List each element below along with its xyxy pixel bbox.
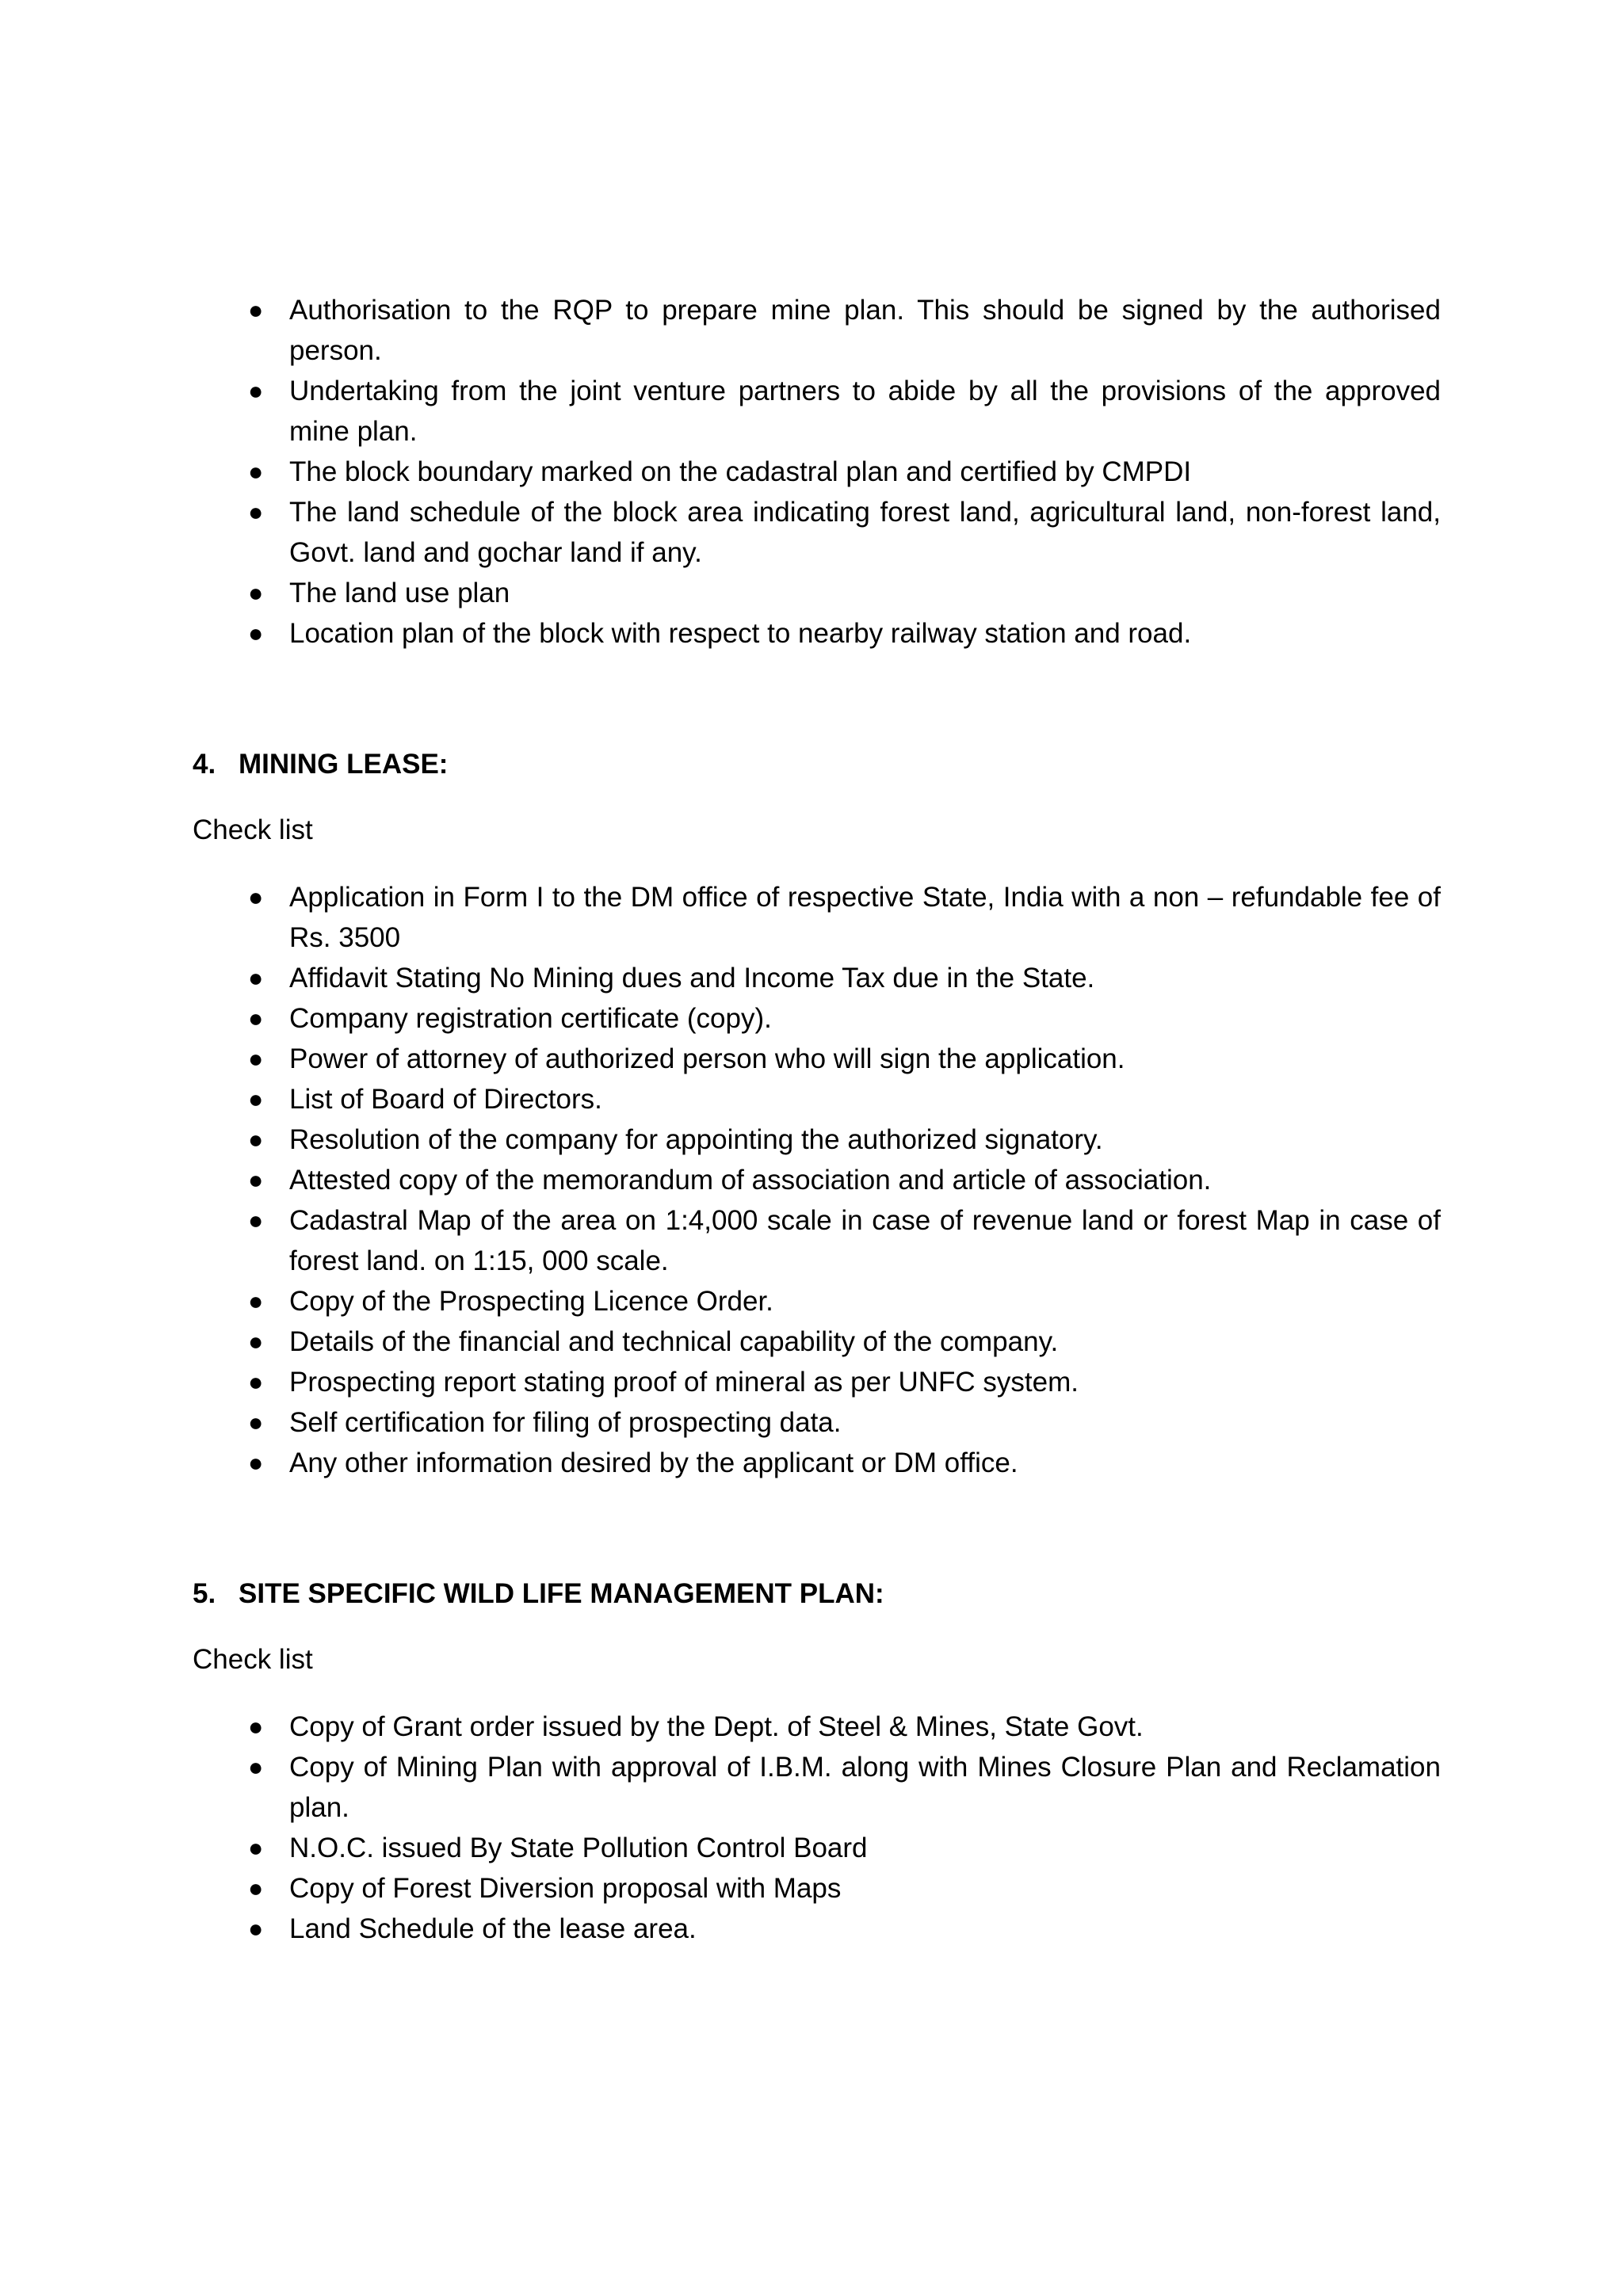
section-heading-wildlife-plan xyxy=(193,1573,1441,1614)
list-item-text: Prospecting report stating proof of mineral as per UNFC system. xyxy=(289,1367,1079,1398)
list-item-text: Copy of Grant order issued by the Dept. of Steel & Mines, State Govt. xyxy=(289,1711,1144,1742)
bullet-icon: ● xyxy=(248,619,264,647)
bullet-icon: ● xyxy=(248,578,264,607)
list-item-text: Company registration certificate (copy). xyxy=(289,1003,772,1034)
list-item-text: Attested copy of the memorandum of association and article of association. xyxy=(289,1165,1212,1196)
list-item xyxy=(248,1828,1441,1868)
list-item-text: Resolution of the company for appointing the authorized signatory. xyxy=(289,1124,1103,1155)
list-item-text: Details of the financial and technical capability of the company. xyxy=(289,1326,1059,1357)
list-item-text: Undertaking from the joint venture partners to abide by all the provisions of the approved mine plan. xyxy=(289,376,1441,447)
list-item xyxy=(248,1362,1441,1402)
list-item-text: Affidavit Stating No Mining dues and Income Tax due in the State. xyxy=(289,963,1095,994)
list-item-text: Copy of Forest Diversion proposal with Maps xyxy=(289,1873,842,1904)
bullet-icon: ● xyxy=(248,296,264,324)
bullet-icon: ● xyxy=(248,1367,264,1396)
list-item-text: Copy of Mining Plan with approval of I.B.M. along with Mines Closure Plan and Reclamation plan. xyxy=(289,1752,1441,1823)
list-item xyxy=(248,1160,1441,1200)
list-item xyxy=(248,958,1441,998)
list-item-text: List of Board of Directors. xyxy=(289,1084,602,1115)
list-item xyxy=(248,1079,1441,1119)
bullet-icon: ● xyxy=(248,1448,264,1477)
list-item-text: Power of attorney of authorized person who will sign the application. xyxy=(289,1043,1125,1074)
list-item xyxy=(248,1119,1441,1160)
bullet-icon: ● xyxy=(248,1874,264,1902)
bullet-icon: ● xyxy=(248,1004,264,1032)
bullet-icon: ● xyxy=(248,457,264,486)
bullet-icon: ● xyxy=(248,1712,264,1741)
bullet-icon: ● xyxy=(248,963,264,992)
list-item xyxy=(248,492,1441,573)
check-list-label: Check list xyxy=(193,814,313,845)
list-item xyxy=(248,452,1441,492)
list-item xyxy=(248,1868,1441,1909)
list-item xyxy=(248,1402,1441,1443)
list-item xyxy=(248,1707,1441,1747)
check-list-label: Check list xyxy=(193,1644,313,1675)
list-item-text: Application in Form I to the DM office of respective State, India with a non – refundable fee of Rs. 3500 xyxy=(289,882,1441,953)
bullet-icon: ● xyxy=(248,1085,264,1113)
requirements-list xyxy=(193,290,1441,654)
list-item-text: Location plan of the block with respect to nearby railway station and road. xyxy=(289,618,1192,649)
bullet-icon: ● xyxy=(248,1165,264,1194)
list-item-text: Self certification for filing of prospecting data. xyxy=(289,1407,842,1438)
bullet-icon: ● xyxy=(248,376,264,405)
list-item-text: Any other information desired by the applicant or DM office. xyxy=(289,1447,1018,1478)
bullet-icon: ● xyxy=(248,1408,264,1436)
list-item xyxy=(248,1909,1441,1949)
list-item xyxy=(248,573,1441,613)
list-item xyxy=(248,1281,1441,1322)
list-item-text: Authorisation to the RQP to prepare mine plan. This should be signed by the authorised person. xyxy=(289,295,1441,366)
list-item-text: The land schedule of the block area indicating forest land, agricultural land, non-forest land, Govt. land and gochar land if any. xyxy=(289,497,1441,568)
list-item xyxy=(248,1039,1441,1079)
section-number: 5. xyxy=(193,1578,216,1609)
bullet-icon: ● xyxy=(248,1287,264,1315)
list-item xyxy=(248,1443,1441,1483)
list-item xyxy=(248,290,1441,371)
list-item-text: The land use plan xyxy=(289,578,510,608)
section-title: SITE SPECIFIC WILD LIFE MANAGEMENT PLAN: xyxy=(239,1578,884,1609)
list-item xyxy=(248,998,1441,1039)
wildlife-plan-checklist xyxy=(193,1707,1441,1949)
bullet-icon: ● xyxy=(248,1833,264,1862)
bullet-icon: ● xyxy=(248,1753,264,1781)
list-item xyxy=(248,1200,1441,1281)
section-heading-mining-lease xyxy=(193,744,1441,784)
list-item xyxy=(248,613,1441,654)
section-title: MINING LEASE: xyxy=(239,749,449,780)
mining-lease-checklist xyxy=(193,877,1441,1483)
bullet-icon: ● xyxy=(248,1044,264,1073)
bullet-icon: ● xyxy=(248,1206,264,1234)
list-item-text: Copy of the Prospecting Licence Order. xyxy=(289,1286,773,1317)
bullet-icon: ● xyxy=(248,1914,264,1943)
list-item-text: Land Schedule of the lease area. xyxy=(289,1913,697,1944)
list-item xyxy=(248,1322,1441,1362)
bullet-icon: ● xyxy=(248,1125,264,1154)
list-item-text: The block boundary marked on the cadastral plan and certified by CMPDI xyxy=(289,456,1192,487)
bullet-icon: ● xyxy=(248,883,264,911)
document-page xyxy=(193,290,1441,1949)
list-item xyxy=(248,1747,1441,1828)
list-item xyxy=(248,877,1441,958)
section-number: 4. xyxy=(193,749,216,780)
list-item xyxy=(248,371,1441,452)
bullet-icon: ● xyxy=(248,498,264,526)
list-item-text: Cadastral Map of the area on 1:4,000 scale in case of revenue land or forest Map in case of forest land. on 1:15, 000 scale. xyxy=(289,1205,1441,1276)
list-item-text: N.O.C. issued By State Pollution Control Board xyxy=(289,1833,868,1863)
bullet-icon: ● xyxy=(248,1327,264,1356)
